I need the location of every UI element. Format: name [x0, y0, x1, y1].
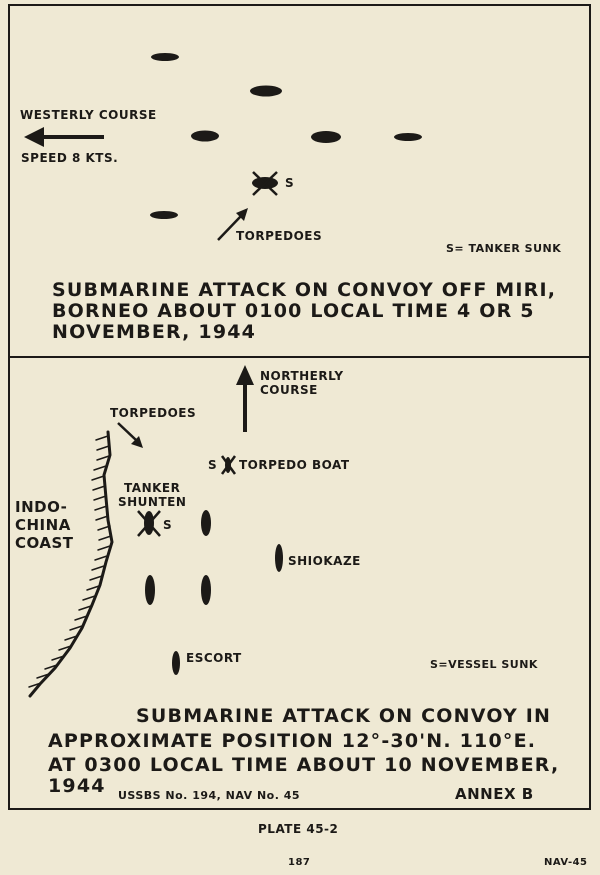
caption-bottom-line-2: APPROXIMATE POSITION 12°-30'N. 110°E.	[48, 730, 537, 752]
caption-top-line-2: BORNEO ABOUT 0100 LOCAL TIME 4 OR 5	[52, 299, 535, 322]
torpedo-boat-marker: S	[208, 458, 218, 472]
westerly-course-arrow	[24, 127, 104, 147]
caption-bottom-line-1: SUBMARINE ATTACK ON CONVOY IN	[136, 705, 552, 727]
source-reference: USSBS No. 194, NAV No. 45	[118, 789, 301, 802]
ship-top-4	[311, 131, 341, 143]
ship-column-right-2	[201, 575, 211, 605]
torpedoes-label-top: TORPEDOES	[236, 229, 323, 243]
ship-top-5	[394, 133, 422, 141]
northerly-course-line-2: COURSE	[260, 382, 318, 397]
caption-top-line-1: SUBMARINE ATTACK ON CONVOY OFF MIRI,	[52, 279, 557, 301]
coastline	[29, 432, 112, 696]
coast-line-2: CHINA	[15, 516, 71, 534]
legend-tanker-sunk: S= TANKER SUNK	[446, 242, 562, 255]
ship-shiokaze	[275, 544, 283, 572]
caption-top-line-3: NOVEMBER, 1944	[52, 320, 257, 343]
speed-label: SPEED 8 KTS.	[21, 151, 119, 165]
tanker-shunten-marker: S	[163, 518, 173, 532]
escort-label: ESCORT	[186, 651, 242, 665]
torpedoes-label-bottom: TORPEDOES	[110, 406, 197, 420]
northerly-course-label	[260, 370, 344, 398]
tanker-shunten-label	[118, 482, 186, 510]
ship-column-right-1	[201, 510, 211, 536]
northerly-course-line-1: NORTHERLY	[260, 369, 344, 383]
plate-label: PLATE 45-2	[258, 822, 339, 836]
top-convoy	[150, 53, 422, 219]
caption-bottom-line-4: 1944	[48, 775, 106, 797]
tanker-line-2: SHUNTEN	[118, 494, 187, 509]
annex-label: ANNEX B	[455, 785, 534, 803]
westerly-course-label: WESTERLY COURSE	[20, 108, 157, 122]
tanker-sunk-marker: S	[285, 176, 295, 190]
caption-bottom-line-3: AT 0300 LOCAL TIME ABOUT 10 NOVEMBER,	[48, 754, 560, 776]
ship-top-6	[150, 211, 178, 219]
page-number: 187	[288, 857, 311, 868]
northerly-course-arrow	[236, 365, 254, 432]
torpedo-boat-cross	[222, 456, 235, 474]
torpedo-boat-label: TORPEDO BOAT	[239, 458, 350, 472]
ship-escort	[172, 651, 180, 675]
ship-column-left-2	[145, 575, 155, 605]
torpedo-arrow-bottom	[118, 423, 143, 448]
caption-top	[52, 280, 556, 343]
tanker-line-1: TANKER	[124, 481, 181, 495]
shiokaze-label: SHIOKAZE	[288, 554, 361, 568]
ship-top-2	[250, 86, 282, 97]
coast-line-3: COAST	[15, 534, 74, 552]
doc-code: NAV-45	[544, 857, 588, 868]
coast-label	[15, 498, 74, 552]
ship-top-3	[191, 131, 219, 142]
ship-top-1	[151, 53, 179, 61]
legend-vessel-sunk: S=VESSEL SUNK	[430, 658, 538, 671]
coast-line-1: INDO-	[15, 498, 68, 516]
